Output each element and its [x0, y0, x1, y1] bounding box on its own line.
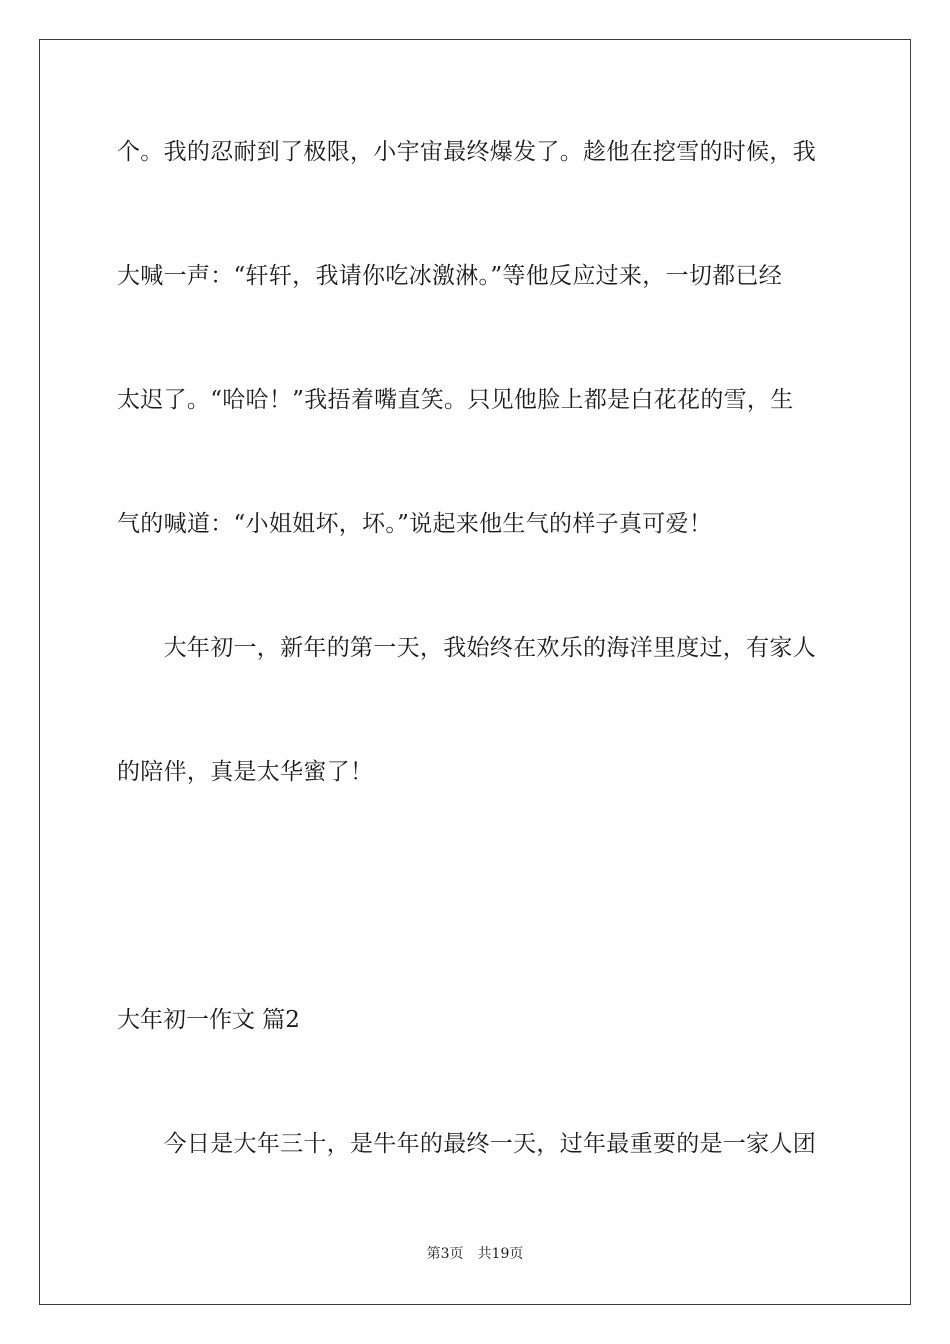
page-number: 第3页 — [426, 1246, 464, 1262]
paragraph-line: 气的喊道：“小姐姐坏，坏。”说起来他生气的样子真可爱！ — [117, 511, 713, 537]
page-total: 共19页 — [477, 1246, 524, 1262]
page-footer — [0, 1245, 950, 1263]
section-heading: 大年初一作文 篇2 — [117, 1007, 300, 1033]
paragraph-line: 的陪伴，真是太华蜜了！ — [117, 759, 374, 785]
paragraph-line: 大喊一声：“轩轩，我请你吃冰激淋。”等他反应过来，一切都已经 — [117, 263, 783, 289]
paragraph-line: 今日是大年三十，是牛年的最终一天，过年最重要的是一家人团 — [117, 1131, 816, 1157]
paragraph-line: 大年初一，新年的第一天，我始终在欢乐的海洋里度过，有家人 — [117, 635, 816, 661]
paragraph-line: 个。我的忍耐到了极限，小宇宙最终爆发了。趁他在挖雪的时候，我 — [117, 139, 816, 165]
page-frame — [39, 39, 911, 1305]
paragraph-line: 太迟了。“哈哈！”我捂着嘴直笑。只见他脸上都是白花花的雪，生 — [117, 387, 794, 413]
